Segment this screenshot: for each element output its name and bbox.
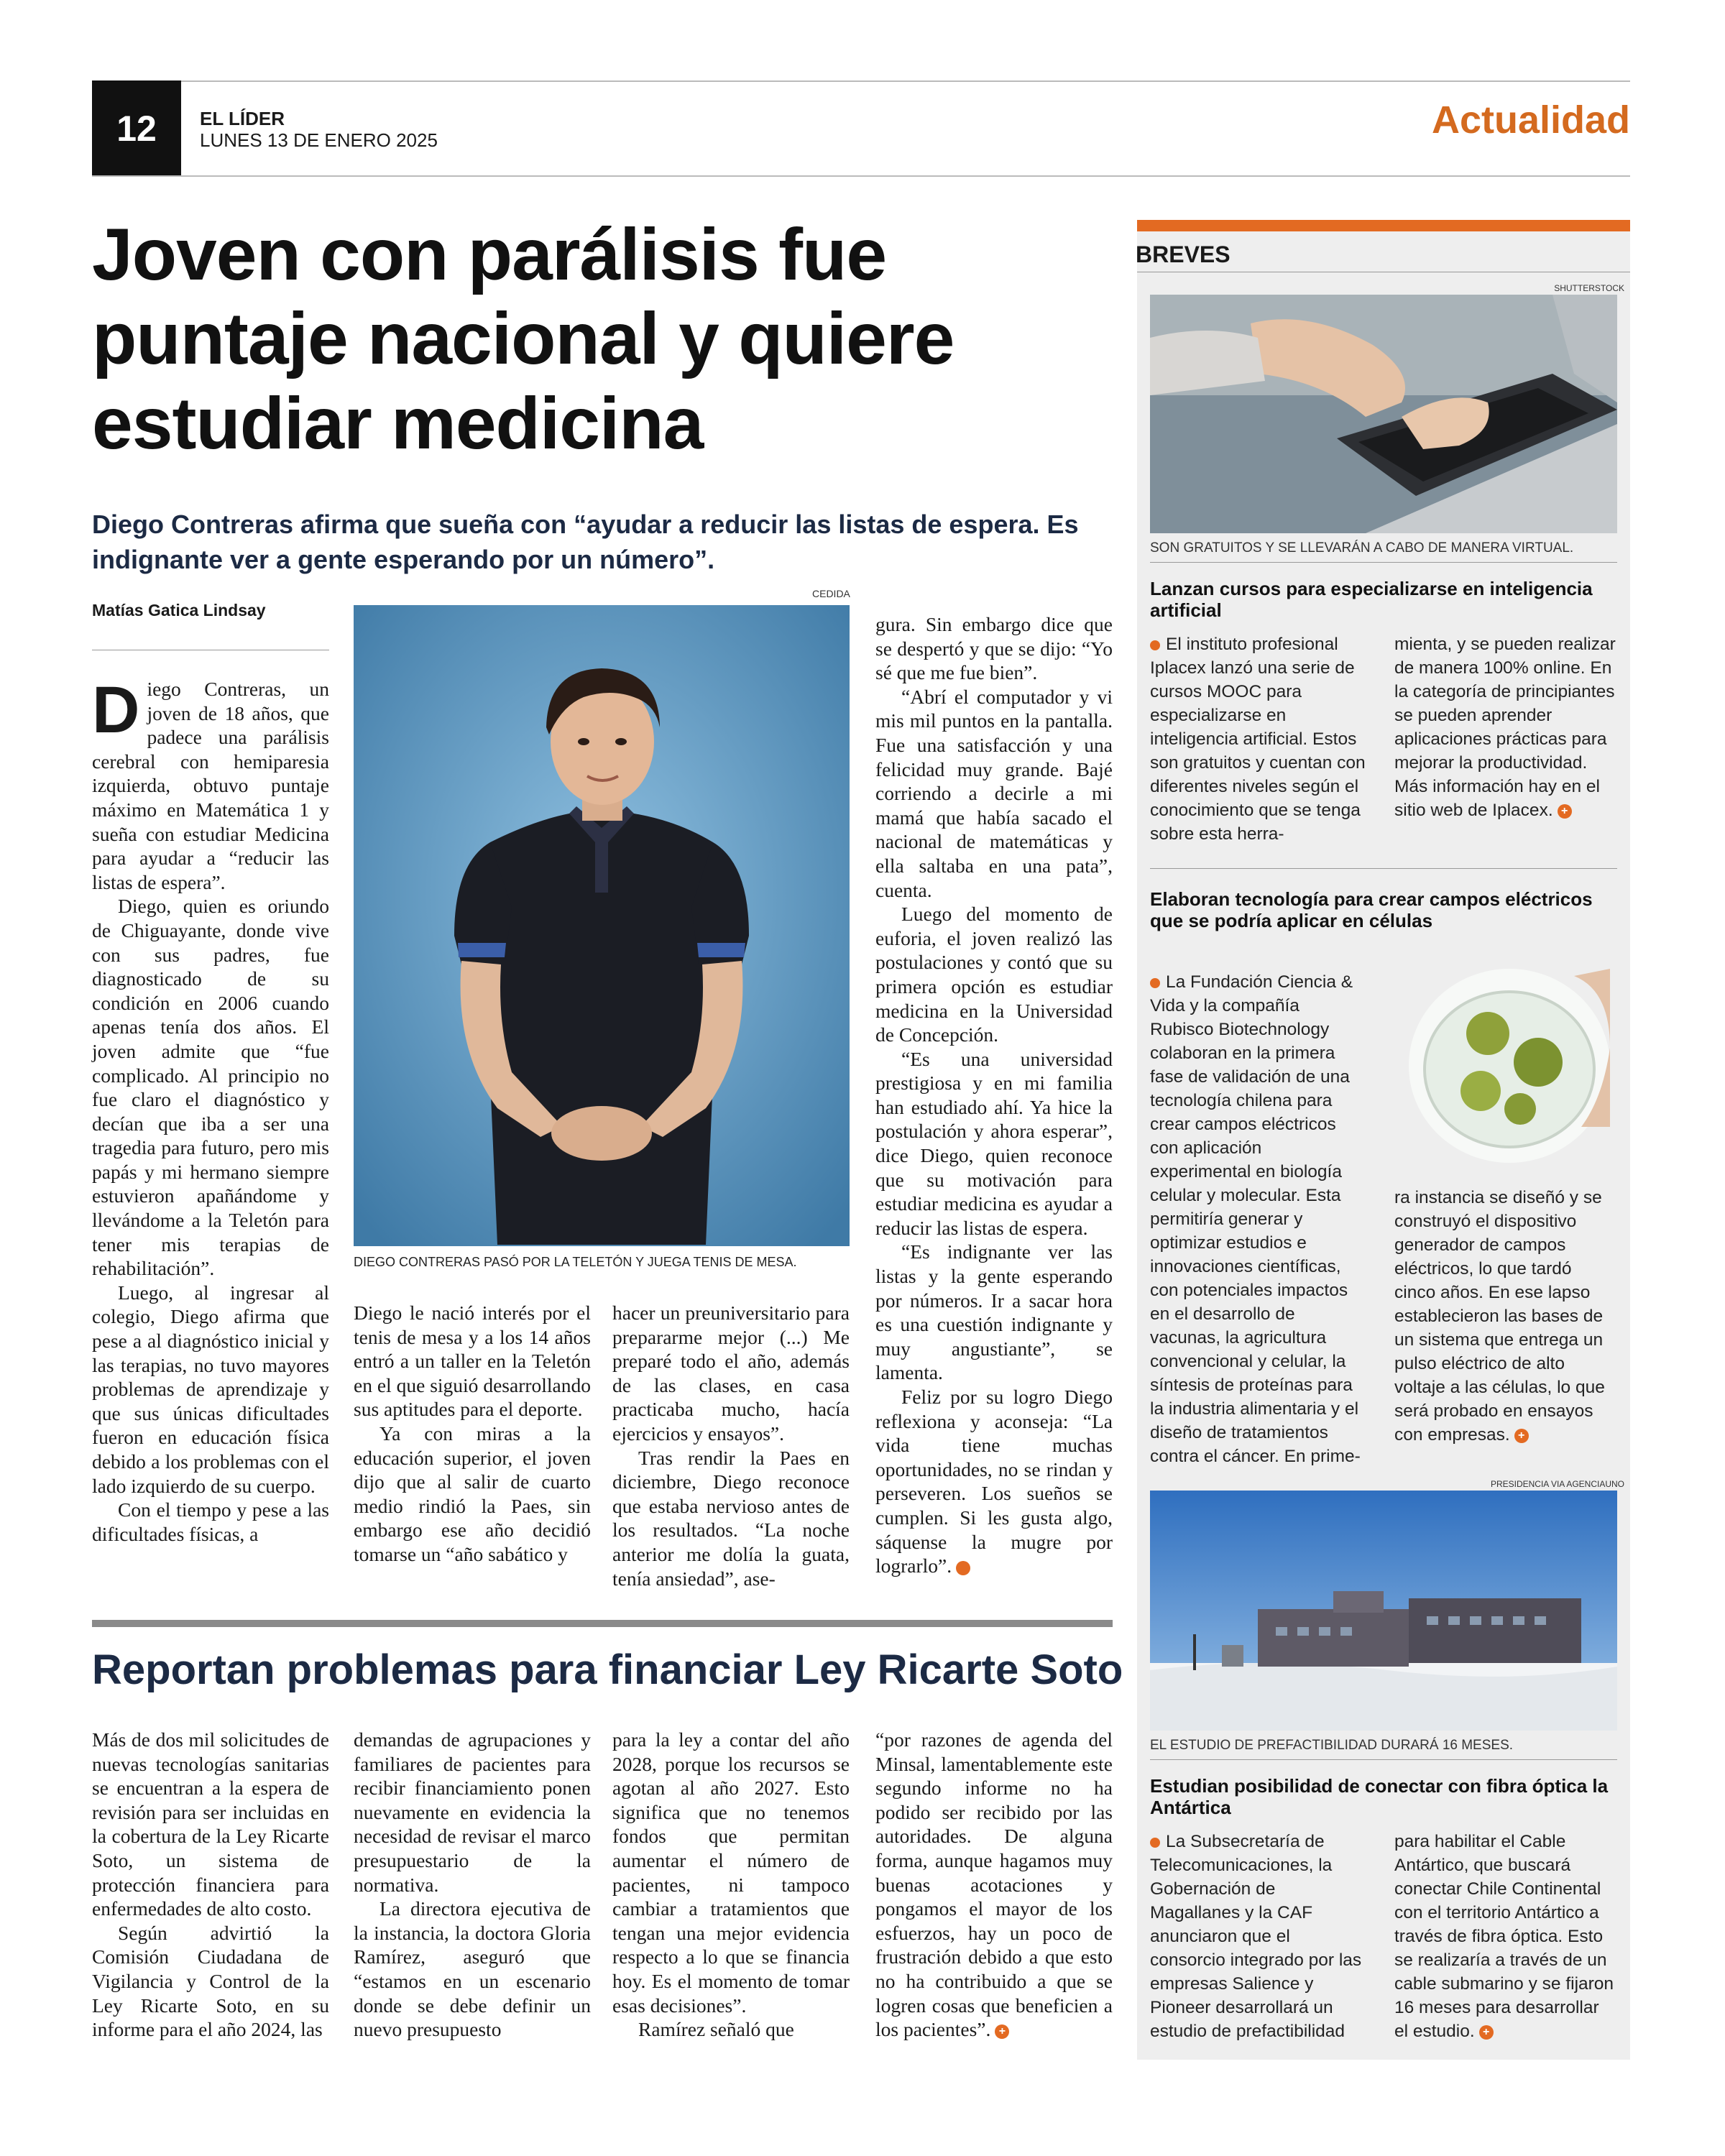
paragraph: Diego, quien es oriundo de Chiguayante, donde vive con sus padres, fue diagnosticado de su condición en 2006 cuando apenas tenía dos años. El joven admite que “fue complicado. Al principio no fue claro el diagnóstico y decían que iba a ser una tragedia para futuro, pero mis papás y mi hermano siempre estuvieron apañándome y llevándome a la Teletón para tener mis terapias de rehabilitación”. — [92, 895, 329, 1280]
brief-separator — [1150, 868, 1617, 869]
brief-headline: Estudian posibilidad de conectar con fibra óptica la Antártica — [1150, 1775, 1609, 1818]
second-column-3 — [612, 1728, 850, 2042]
end-mark-icon: + — [1479, 2025, 1494, 2040]
sidebar-title: BREVES — [1136, 241, 1230, 267]
paragraph: Con el tiempo y pese a las dificultades físicas, a — [92, 1498, 329, 1545]
brief-column-2: mienta, y se pueden realizar de manera 100% online. En la categoría de principiantes se pueden aprender aplicaciones prácticas para mejorar la productividad. Más información hay en el sitio web de Iplacex. + — [1394, 635, 1616, 820]
end-mark-icon: + — [956, 1561, 970, 1575]
header-bottom-rule — [92, 175, 1630, 177]
second-headline: Reportan problemas para financiar Ley Ricarte Soto — [92, 1646, 1123, 1693]
byline: Matías Gatica Lindsay — [92, 601, 266, 619]
paragraph: La directora ejecutiva de la instancia, la doctora Gloria Ramírez, aseguró que “estamos en un escenario donde se debe definir un nuevo presupuesto — [354, 1897, 591, 2041]
photo-caption: EL ESTUDIO DE PREFACTIBILIDAD DURARÁ 16 MESES. — [1150, 1738, 1514, 1753]
photo-caption: DIEGO CONTRERAS PASÓ POR LA TELETÓN Y JUEGA TENIS DE MESA. — [354, 1255, 797, 1269]
paragraph: “por razones de agenda del Minsal, lamentablemente este segundo informe no ha podido ser recibido por las autoridades. De alguna forma, aunque hagamos muy buenas acotaciones y pongamos el mayor de los esfuerzos, hay un poco de frustración debido a que esto no ha contribuido a que se logren cosas que beneficien a los pacientes”. + — [875, 1728, 1113, 2041]
bullet-icon — [1150, 640, 1160, 650]
paragraph: Ya con miras a la educación superior, el joven dijo que al salir de cuarto medio rindió la Paes, sin embargo ese año decidió tomarse un “año sabático y — [354, 1422, 591, 1565]
paragraph: Ramírez señaló que — [638, 2018, 794, 2041]
brief-column-1: La Fundación Ciencia & Vida y la compañía Rubisco Biotechnology colaboran en la primera fase de validación de una tecnología chilena para crear campos eléctricos con aplicación experimental en biología celular y molecular. Esta permitiría generar y optimizar estudios e innovaciones científicas, con potenciales impactos en el desarrollo de vacunas, la agricultura convencional y celular, la síntesis de proteínas para la industria alimentaria y el diseño de tratamientos contra el cáncer. En prime- — [1150, 972, 1361, 1466]
brief-column-1: La Subsecretaría de Telecomunicaciones, la Gobernación de Magallanes y la CAF anunciaron que el consorcio integrado por las empresas Salience y Pioneer desarrollará un estudio de prefactibilidad — [1150, 1832, 1362, 2041]
main-column-3 — [612, 1301, 850, 1590]
end-mark-icon: + — [1558, 804, 1572, 819]
end-mark-icon: + — [995, 2024, 1009, 2039]
paragraph: “Es una universidad prestigiosa y en mi familia han estudiado ahí. Ya hice la postulación y ahora esperar”, dice Diego, quien reconoce que su motivación para estudiar medicina es ayudar a reducir las listas de espera. — [875, 1047, 1113, 1239]
petri-dish-photo — [1394, 947, 1617, 1184]
bullet-icon — [1150, 978, 1160, 988]
paragraph: Según advirtió la Comisión Ciudadana de Vigilancia y Control de la Ley Ricarte Soto, en su informe para el año 2024, las — [92, 1921, 329, 2041]
laptop-photo — [1150, 295, 1617, 533]
paragraph: Tras rendir la Paes en diciembre, Diego reconoce que estaba nervioso antes de los resultados. “La noche anterior me dolía la guata, tenía ansiedad”, ase- — [612, 1446, 850, 1590]
paragraph: Feliz por su logro Diego reflexiona y aconseja: “La vida tiene muchas oportunidades, no se rindan y perseveren. Los sueños se cumplen. Si les gusta algo, sáquense la mugre por lograrlo”. + — [875, 1386, 1113, 1577]
paragraph: Luego, al ingresar al colegio, Diego afirma que pese a al diagnóstico inicial y las terapias, no tuvo mayores problemas de aprendizaje y que sus únicas dificultades fueron en educación física debido a los problemas con el lado izquierdo de su cuerpo. — [92, 1281, 329, 1497]
paragraph: Más de dos mil solicitudes de nuevas tecnologías sanitarias se encuentran a la espera de revisión para ser incluidas en la cobertura de la Ley Ricarte Soto, un sistema de protección financiera para enfermedades de alto costo. — [92, 1728, 329, 1920]
paragraph: Diego Contreras, un joven de 18 años, que padece una parálisis cerebral con hemiparesia izquierda, obtuvo puntaje máximo en Matemática 1 y sueña con estudiar Medicina para ayudar a “reducir las listas de espera”. — [92, 673, 329, 893]
newspaper-name: EL LÍDER — [200, 108, 285, 129]
issue-date: LUNES 13 DE ENERO 2025 — [200, 129, 438, 151]
section-name: Actualidad — [1431, 98, 1630, 142]
article-separator — [92, 1620, 1113, 1627]
main-deck: Diego Contreras afirma que sueña con “ayudar a reducir las listas de espera. Es indignante ver a gente esperando por un número”. — [92, 510, 1079, 574]
paragraph: “Es indignante ver las listas y la gente esperando por números. Ir a sacar hora es una cuestión indignante y muy angustiante”, se lamenta. — [875, 1240, 1113, 1384]
photo-credit: SHUTTERSTOCK — [1554, 283, 1624, 293]
paragraph: hacer un preuniversitario para prepararme mejor (...) Me preparé todo el año, además de las clases, en casa practicaba mucho, hacía ejercicios y ensayos”. — [612, 1302, 850, 1445]
caption-rule — [1150, 562, 1617, 563]
end-mark-icon: + — [1514, 1429, 1529, 1443]
antarctic-base-photo — [1150, 1491, 1617, 1731]
brief-headline: Lanzan cursos para especializarse en inteligencia artificial — [1150, 578, 1593, 621]
main-column-2 — [354, 1301, 591, 1567]
paragraph: gura. Sin embargo dice que se despertó y que se dijo: “Yo sé que me fue bien”. — [875, 613, 1113, 684]
main-headline: Joven con parálisis fue puntaje nacional y quiere estudiar medicina — [92, 213, 954, 464]
photo-caption: SON GRATUITOS Y SE LLEVARÁN A CABO DE MANERA VIRTUAL. — [1150, 540, 1574, 556]
photo-credit: CEDIDA — [812, 588, 850, 599]
paragraph: demandas de agrupaciones y familiares de pacientes para recibir financiamiento ponen nuevamente en evidencia la necesidad de revisar el marco presupuestario de la normativa. — [354, 1728, 591, 1896]
main-column-1 — [92, 673, 329, 1546]
header-top-rule — [92, 80, 1630, 82]
brief-column-2: ra instancia se diseñó y se construyó el dispositivo generador de campos eléctricos, lo que tardó cinco años. En ese lapso establecieron las bases de un sistema que entrega un pulso eléctrico de alto voltaje a las células, lo que será probado en ensayos con empresas. + — [1394, 1188, 1605, 1445]
brief-headline: Elaboran tecnología para crear campos eléctricos que se podría aplicar en células — [1150, 888, 1593, 931]
portrait-photo — [354, 605, 850, 1246]
paragraph: Diego le nació interés por el tenis de mesa y a los 14 años entró a un taller en la Teletón en el que siguió desarrollando sus aptitudes para el deporte. — [354, 1302, 591, 1421]
sidebar-accent-bar — [1137, 220, 1630, 231]
paragraph: para la ley a contar del año 2028, porque los recursos se agotan al año 2027. Esto significa que no tenemos fondos que permitan aumentar el número de pacientes, ni tampoco cambiar a tratamientos que tengan una mejor evidencia respecto a lo que se financia hoy. Es el momento de tomar esas decisiones”. — [612, 1728, 850, 2017]
paragraph: Luego del momento de euforia, el joven realizó las postulaciones y contó que su primera opción es estudiar medicina en la Universidad de Concepción. — [875, 903, 1113, 1046]
second-column-2 — [354, 1728, 591, 2042]
second-column-1 — [92, 1728, 329, 2042]
photo-credit: PRESIDENCIA VIA AGENCIAUNO — [1490, 1479, 1624, 1489]
dropcap: D — [92, 673, 140, 747]
bullet-icon — [1150, 1838, 1160, 1848]
second-column-4 — [875, 1728, 1113, 2042]
brief-column-1: El instituto profesional Iplacex lanzó una serie de cursos MOOC para especializarse en inteligencia artificial. Estos son gratuitos y cuentan con diferentes niveles según el conocimiento que se tenga sobre esta herra- — [1150, 635, 1366, 844]
brief-column-2: para habilitar el Cable Antártico, que buscará conectar Chile Continental con el territorio Antártico a través de fibra óptica. Esto se realizaría a través de un cable submarino y se fijaron 16 meses para desarrollar el estudio. + — [1394, 1832, 1614, 2041]
page-number: 12 — [92, 80, 181, 177]
caption-rule — [1150, 1759, 1617, 1760]
main-column-4 — [875, 612, 1113, 1578]
paragraph: “Abrí el computador y vi mis mil puntos en la pantalla. Fue una satisfacción y una felicidad muy grande. Bajé corriendo a decirle a mi mamá que había sacado el nacional de matemáticas y ella saltaba en una pata”, cuenta. — [875, 685, 1113, 901]
